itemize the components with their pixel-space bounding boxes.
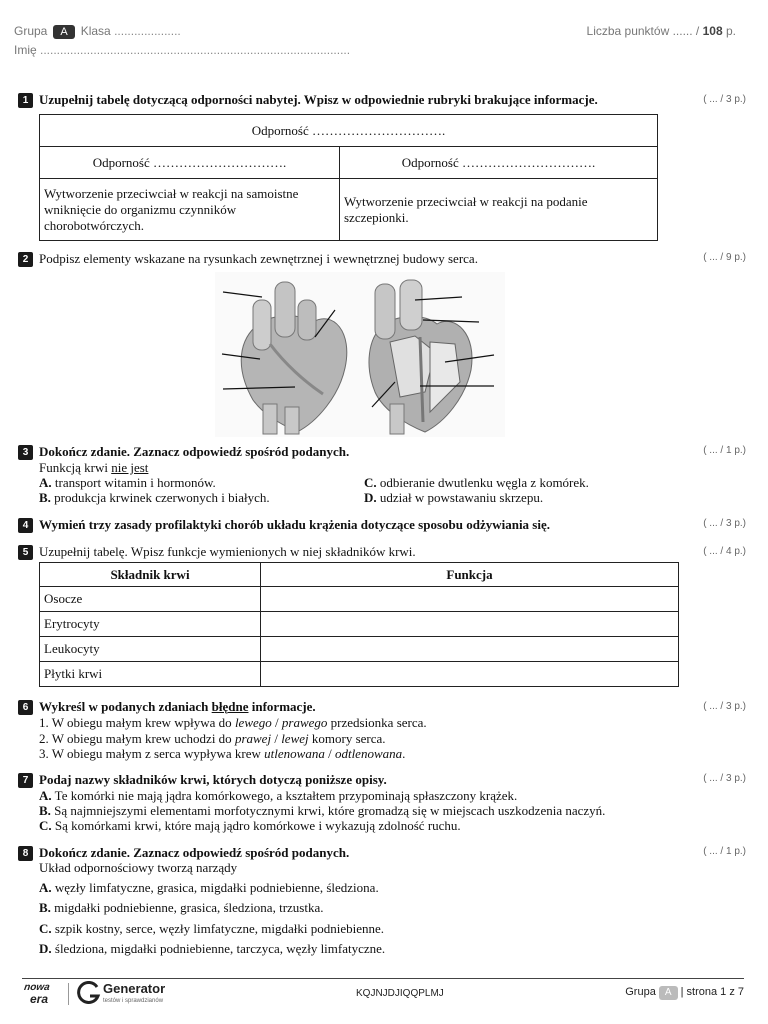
immunity-top-cell[interactable]: Odporność ………………………….	[40, 115, 658, 147]
task-8-option-b[interactable]	[39, 900, 323, 916]
option-letter: A.	[39, 880, 52, 895]
task-6-title-text: Wykreśl w podanych zdaniach	[39, 699, 212, 714]
task-3-number: 3	[18, 445, 33, 460]
option-text: śledziona, migdałki podniebienne, tarczyca, węzły limfatyczne.	[54, 941, 386, 956]
task-5-title: Uzupełnij tabelę. Wpisz funkcje wymienionych w niej składników krwi.	[39, 544, 416, 559]
task-2-title: Podpisz elementy wskazane na rysunkach zewnętrznej i wewnętrznej budowy serca.	[39, 251, 478, 266]
immunity-table	[39, 114, 658, 241]
column-header-component: Składnik krwi	[40, 563, 261, 587]
task-3-option-a[interactable]	[39, 475, 216, 491]
task-3-stem	[39, 460, 148, 476]
task-2-points: ( ... / 9 p.)	[703, 252, 746, 263]
task-4-points: ( ... / 3 p.)	[703, 518, 746, 529]
brand-bottom: era	[30, 992, 49, 1006]
sentence-text: 2. W obiegu małym krew uchodzi do	[39, 731, 235, 746]
task-8-stem: Układ odpornościowy tworzą narządy	[39, 860, 238, 875]
task-6-title	[39, 699, 316, 715]
group-badge: A	[53, 25, 74, 39]
option-letter: C.	[364, 475, 377, 490]
task-1-number: 1	[18, 93, 33, 108]
name-input-line[interactable]: .............................................................................................	[40, 43, 351, 57]
task-3-stem-negation: nie jest	[111, 460, 149, 475]
task-8-number: 8	[18, 846, 33, 861]
choice-separator: /	[271, 731, 282, 746]
task-5-points: ( ... / 4 p.)	[703, 546, 746, 557]
component-cell: Osocze	[40, 587, 261, 612]
task-8-points: ( ... / 1 p.)	[703, 846, 746, 857]
task-8-option-d[interactable]	[39, 941, 385, 957]
group-field	[14, 24, 181, 39]
task-6-title-underlined: błędne	[211, 699, 249, 714]
option-text: szpik kostny, serce, węzły limfatyczne, migdałki podniebienne.	[54, 921, 385, 936]
immunity-right-body: Wytworzenie przeciwciał w reakcji na podanie szczepionki.	[340, 179, 658, 241]
item-letter: B.	[39, 803, 51, 818]
task-7-item-c	[39, 818, 461, 834]
option-letter: B.	[39, 490, 51, 505]
choice-option[interactable]: utlenowana	[264, 746, 325, 761]
task-6-sentence-1	[39, 715, 427, 731]
function-answer-cell[interactable]	[261, 662, 679, 687]
item-letter: A.	[39, 788, 52, 803]
item-letter: C.	[39, 818, 52, 833]
option-text: odbieranie dwutlenku węgla z komórek.	[379, 475, 589, 490]
option-letter: A.	[39, 475, 52, 490]
choice-option[interactable]: prawego	[281, 715, 328, 730]
task-5-number: 5	[18, 545, 33, 560]
choice-option[interactable]: odtlenowana	[334, 746, 403, 761]
task-1-points: ( ... / 3 p.)	[703, 94, 746, 105]
task-7-item-a	[39, 788, 517, 804]
immunity-right-head[interactable]: Odporność ………………………….	[340, 147, 658, 179]
option-letter: B.	[39, 900, 51, 915]
immunity-left-body: Wytworzenie przeciwciał w reakcji na samoistne wniknięcie do organizmu czynników chorobotwórczych.	[40, 179, 340, 241]
task-1-title: Uzupełnij tabelę dotyczącą odporności nabytej. Wpisz w odpowiednie rubryki brakujące informacje.	[39, 92, 598, 107]
task-3-points: ( ... / 1 p.)	[703, 445, 746, 456]
task-3-stem-text: Funkcją krwi	[39, 460, 112, 475]
task-8-option-a[interactable]	[39, 880, 379, 896]
component-cell: Płytki krwi	[40, 662, 261, 687]
logo-divider	[68, 983, 69, 1005]
task-2-number: 2	[18, 252, 33, 267]
choice-option[interactable]: prawej	[234, 731, 272, 746]
sentence-text: przedsionka serca.	[327, 715, 427, 730]
points-unit: p.	[725, 24, 736, 38]
points-label: Liczba punktów ......	[586, 24, 693, 38]
option-letter: D.	[39, 941, 52, 956]
brand-top: nowa	[23, 982, 51, 993]
group-label: Grupa	[14, 24, 48, 38]
task-4-title: Wymień trzy zasady profilaktyki chorób układu krążenia dotyczące sposobu odżywiania się.	[39, 517, 550, 532]
component-cell: Leukocyty	[40, 637, 261, 662]
component-cell: Erytrocyty	[40, 612, 261, 637]
task-8-title: Dokończ zdanie. Zaznacz odpowiedź spośród podanych.	[39, 845, 350, 860]
function-answer-cell[interactable]	[261, 637, 679, 662]
points-field	[587, 24, 736, 38]
generator-title: Generator	[103, 981, 166, 996]
column-header-function: Funkcja	[261, 563, 679, 587]
task-8-option-c[interactable]	[39, 921, 384, 937]
option-text: migdałki podniebienne, grasica, śledziona, trzustka.	[54, 900, 324, 915]
generator-g-icon	[77, 981, 101, 1005]
task-6-title-end: informacje.	[248, 699, 316, 714]
function-answer-cell[interactable]	[261, 587, 679, 612]
sentence-text: .	[402, 746, 406, 761]
sentence-text: komory serca.	[308, 731, 386, 746]
task-7-title: Podaj nazwy składników krwi, których dotyczą poniższe opisy.	[39, 772, 387, 787]
nowa-era-logo	[24, 983, 60, 1007]
footer-group-badge: A	[659, 986, 678, 1000]
footer-group-label: Grupa	[625, 986, 656, 998]
option-letter: D.	[364, 490, 377, 505]
points-total: 108	[702, 24, 723, 38]
option-text: udział w powstawaniu skrzepu.	[379, 490, 544, 505]
item-text: Te komórki nie mają jądra komórkowego, a kształtem przypominają spłaszczony krążek.	[54, 788, 518, 803]
task-3-option-d[interactable]	[364, 490, 543, 506]
option-text: produkcja krwinek czerwonych i białych.	[54, 490, 270, 505]
item-text: Są najmniejszymi elementami morfotycznymi krwi, które gromadzą się w miejscach uszkodzenia naczyń.	[54, 803, 606, 818]
task-7-number: 7	[18, 773, 33, 788]
option-text: węzły limfatyczne, grasica, migdałki podniebienne, śledziona.	[54, 880, 379, 895]
task-6-points: ( ... / 3 p.)	[703, 701, 746, 712]
task-7-points: ( ... / 3 p.)	[703, 773, 746, 784]
sentence-text: 1. W obiegu małym krew wpływa do	[39, 715, 235, 730]
task-6-sentence-2	[39, 731, 386, 747]
option-letter: C.	[39, 921, 52, 936]
task-7-item-b	[39, 803, 605, 819]
page-number: | strona 1 z 7	[680, 986, 744, 998]
function-answer-cell[interactable]	[261, 612, 679, 637]
choice-option[interactable]: lewego	[234, 715, 272, 730]
generator-subtitle: testów i sprawdzianów	[103, 998, 164, 1004]
sentence-text: 3. W obiegu małym z serca wypływa krew	[39, 746, 265, 761]
immunity-left-head[interactable]: Odporność ………………………….	[40, 147, 340, 179]
name-label: Imię	[14, 43, 37, 57]
choice-separator: /	[271, 715, 282, 730]
choice-option[interactable]: lewej	[281, 731, 309, 746]
page-info	[625, 986, 744, 1000]
heart-illustration	[215, 272, 505, 437]
item-text: Są komórkami krwi, które mają jądro komórkowe i wykazują zdolność ruchu.	[54, 818, 461, 833]
task-3-option-b[interactable]	[39, 490, 270, 506]
class-label: Klasa	[80, 24, 111, 38]
test-code: KQJNJDJIQQPLMJ	[356, 988, 444, 999]
class-input-line[interactable]: ....................	[114, 24, 181, 38]
option-text: transport witamin i hormonów.	[54, 475, 216, 490]
points-separator: /	[695, 24, 700, 38]
blood-components-table	[39, 562, 679, 687]
footer-divider	[22, 978, 744, 979]
task-3-title: Dokończ zdanie. Zaznacz odpowiedź spośród podanych.	[39, 444, 350, 459]
task-4-number: 4	[18, 518, 33, 533]
choice-separator: /	[324, 746, 335, 761]
name-field	[14, 43, 350, 57]
task-3-option-c[interactable]	[364, 475, 589, 491]
task-6-sentence-3	[39, 746, 405, 762]
task-6-number: 6	[18, 700, 33, 715]
